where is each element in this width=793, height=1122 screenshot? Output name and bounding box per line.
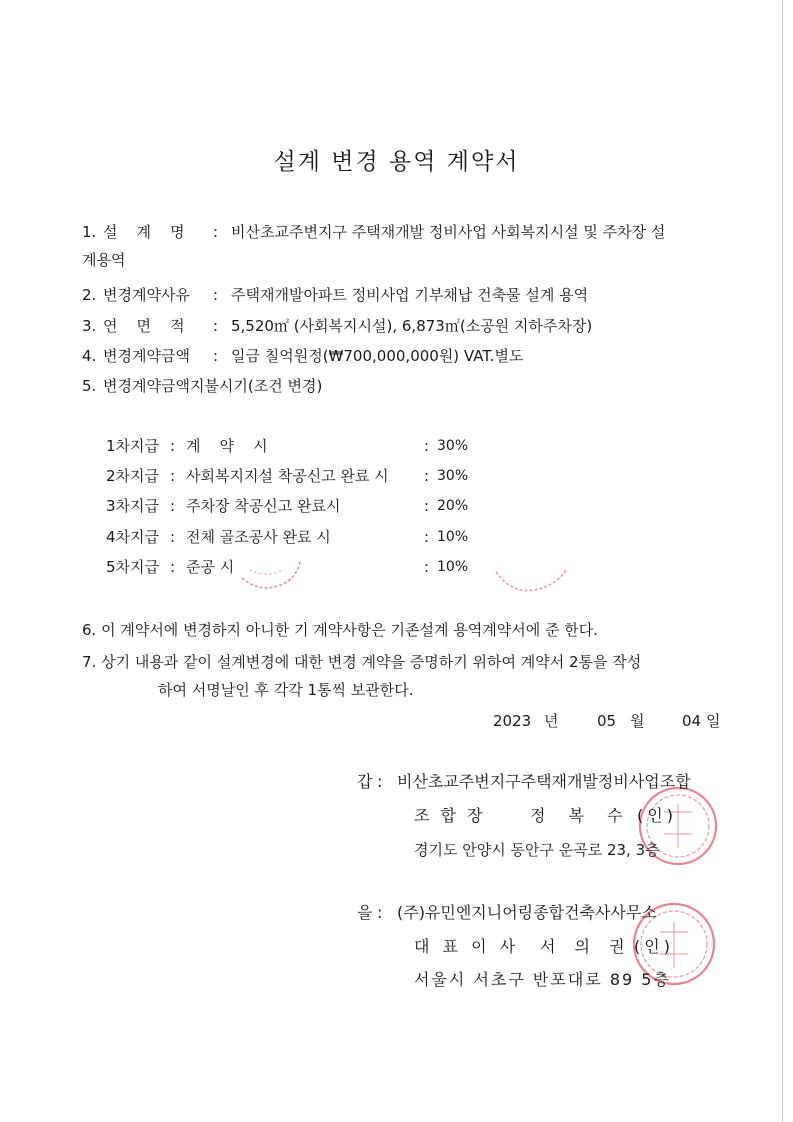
date-month-unit: 월	[630, 712, 645, 730]
payment-colon: :	[424, 558, 430, 576]
payment-description: 사회복지지설 착공신고 완료 시	[186, 467, 389, 485]
payment-colon: :	[170, 558, 176, 576]
payment-percent: 30%	[437, 438, 469, 454]
payment-stage: 2차지급	[106, 467, 160, 485]
item-3-number: 3.	[82, 317, 97, 335]
date-year-unit: 년	[544, 712, 559, 730]
date-day: 04	[682, 712, 702, 730]
payment-stage: 3차지급	[106, 497, 160, 515]
item-3-text: 5,520㎡ (사회복지시설), 6,873㎡(소공원 지하주차장)	[231, 317, 593, 335]
payment-stage: 1차지급	[106, 437, 160, 455]
payment-colon: :	[170, 528, 176, 546]
payment-description: 주차장 착공신고 완료시	[186, 497, 341, 515]
payment-percent: 10%	[437, 559, 469, 575]
item-1-colon: :	[213, 223, 219, 241]
item-1-continuation: 계용역	[82, 251, 126, 269]
payment-colon: :	[424, 467, 430, 485]
party-a-colon: :	[377, 772, 383, 791]
party-b-organization: (주)유민엔지니어링종합건축사사무소	[397, 903, 657, 922]
item-5-number: 5.	[82, 377, 97, 395]
payment-stage: 4차지급	[106, 528, 160, 546]
party-b-seal-mark: (인)	[634, 937, 674, 956]
item-2-number: 2.	[82, 286, 97, 304]
item-1-label: 설 계 명	[103, 223, 185, 241]
party-b-colon: :	[377, 903, 383, 922]
payment-description: 준공 시	[186, 558, 235, 576]
item-4-colon: :	[213, 347, 219, 365]
payment-percent: 30%	[437, 468, 469, 484]
date-month: 05	[597, 712, 617, 730]
payment-percent: 10%	[437, 529, 469, 545]
item-1-text: 비산초교주변지구 주택재개발 정비사업 사회복지시설 및 주차장 설	[231, 223, 666, 241]
item-2-colon: :	[213, 286, 219, 304]
clause-7-line-1: 7. 상기 내용과 같이 설계변경에 대한 변경 계약을 증명하기 위하여 계약서 2통을 작성	[82, 653, 642, 671]
item-3-colon: :	[213, 317, 219, 335]
payment-colon: :	[424, 497, 430, 515]
clause-6: 6. 이 계약서에 변경하지 아니한 기 계약사항은 기존설계 용역계약서에 준 한다.	[82, 621, 598, 639]
payment-colon: :	[170, 437, 176, 455]
payment-colon: :	[170, 497, 176, 515]
payment-colon: :	[170, 467, 176, 485]
item-5-text: 변경계약금액지불시기(조건 변경)	[103, 377, 323, 395]
item-4-text: 일금 칠억원정(₩700,000,000원) VAT.별도	[231, 347, 524, 365]
item-2-label: 변경계약사유	[103, 286, 190, 304]
party-a-role: 조 합 장	[414, 806, 486, 825]
item-4-label: 변경계약금액	[103, 347, 190, 365]
faint-seal-mark-right	[492, 566, 570, 596]
clause-7-line-2: 하여 서명날인 후 각각 1통씩 보관한다.	[158, 681, 414, 699]
payment-colon: :	[424, 528, 430, 546]
payment-colon: :	[424, 437, 430, 455]
payment-description: 전체 골조공사 완료 시	[186, 528, 331, 546]
item-4-number: 4.	[82, 347, 97, 365]
party-b-role: 대 표 이 사	[414, 937, 520, 956]
item-3-label: 연 면 적	[103, 317, 185, 335]
payment-stage: 5차지급	[106, 558, 160, 576]
party-a-label: 갑	[357, 772, 373, 791]
party-a-name: 정 복 수	[530, 806, 632, 825]
party-b-address: 서울시 서초구 반포대로 89 5층	[414, 970, 671, 989]
party-a-seal-mark: (인)	[637, 806, 677, 825]
payment-description: 계 약 시	[186, 437, 268, 455]
item-1-number: 1.	[82, 223, 97, 241]
document-title: 설계 변경 용역 계약서	[273, 149, 520, 175]
party-b-label: 을	[357, 903, 373, 922]
party-a-address: 경기도 안양시 동안구 운곡로 23, 3층	[414, 841, 660, 859]
date-year: 2023	[493, 712, 532, 730]
party-a-organization: 비산초교주변지구주택재개발정비사업조합	[397, 772, 691, 791]
payment-percent: 20%	[437, 498, 469, 514]
faint-seal-mark-left	[238, 548, 304, 590]
item-2-text: 주택재개발아파트 정비사업 기부채납 건축물 설계 용역	[231, 286, 589, 304]
date-day-unit: 일	[706, 712, 721, 730]
party-b-name: 서 의 권	[540, 937, 632, 956]
